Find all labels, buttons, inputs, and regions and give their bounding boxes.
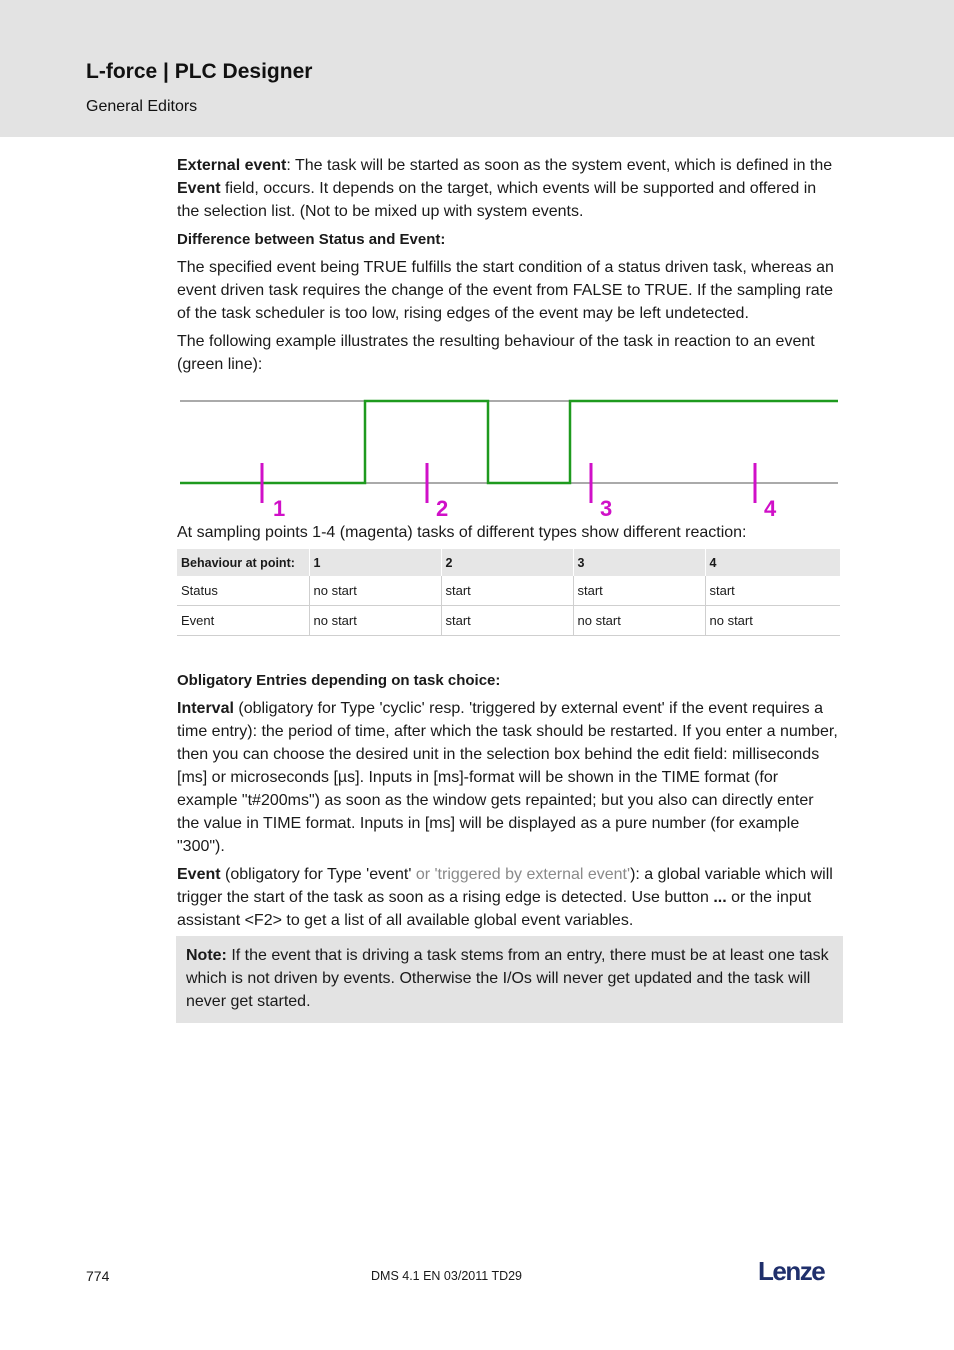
column-header: 1 (309, 549, 441, 576)
document-title: L-force | PLC Designer (86, 60, 313, 83)
event-field-term: Event (177, 180, 221, 197)
sampling-label-4: 4 (764, 496, 777, 521)
table-row (177, 606, 840, 636)
text-run: or the input assistant <F2> to get a list of all available global event variables. (177, 889, 812, 929)
behaviour-table (177, 549, 840, 636)
interval-term: Interval (177, 700, 234, 717)
sampling-label-1: 1 (273, 496, 286, 521)
event-term: Event (177, 866, 221, 883)
table-caption: At sampling points 1-4 (magenta) tasks of different types show different reaction: (177, 524, 747, 541)
sampling-label-2: 2 (436, 496, 449, 521)
external-event-paragraph (177, 154, 839, 223)
interval-paragraph (177, 697, 839, 858)
column-header: Behaviour at point: (177, 549, 309, 576)
external-event-term: External event (177, 157, 287, 174)
event-signal-line (180, 401, 838, 483)
obligatory-section (177, 669, 839, 937)
table-row (177, 576, 840, 606)
intro-section (177, 154, 839, 381)
lenze-logo-text: Lenze (758, 1258, 825, 1286)
gray-text-run: or 'triggered by external event' (415, 866, 631, 883)
document-id: DMS 4.1 EN 03/2011 TD29 (371, 1269, 523, 1283)
table-cell: Status (177, 576, 309, 606)
column-header: 4 (705, 549, 840, 576)
event-paragraph (177, 863, 839, 932)
page-number: 774 (86, 1268, 110, 1284)
sampling-label-3: 3 (600, 496, 613, 521)
chapter-title: General Editors (86, 98, 198, 115)
event-timing-diagram (176, 395, 841, 525)
table-cell: start (441, 576, 573, 606)
note-label: Note: (186, 947, 227, 964)
column-header: 3 (573, 549, 705, 576)
text-run: (obligatory for Type 'cyclic' resp. 'triggered by external event' if the event requires a time entry): the period of time, after which the task should be restarted. If you enter a number, then you can choose the desired unit in the selection box behind the edit field: milliseconds [ms] or microseconds [µs]. Inputs in [ms]-format will be shown in the TIME format (for example "t#200ms") as soon as the window gets repainted; but you also can directly enter the value in TIME format. Inputs in [ms] will be displayed as a pure number (for example "300"). (177, 700, 838, 855)
text-run: : The task will be started as soon as the system event, which is defined in the (286, 157, 833, 174)
table-cell: start (441, 606, 573, 636)
table-cell: no start (309, 576, 441, 606)
note-box (176, 936, 843, 1023)
table-cell: start (573, 576, 705, 606)
text-run: (obligatory for Type 'event' (220, 866, 416, 883)
table-cell: no start (705, 606, 840, 636)
column-header: 2 (441, 549, 573, 576)
difference-paragraph: The specified event being TRUE fulfills the start condition of a status driven task, whereas an event driven task requires the change of the event from FALSE to TRUE. If the sampling rate of the task scheduler is too low, rising edges of the event may be left undetected. (177, 259, 834, 322)
table-header-row (177, 549, 840, 576)
difference-heading: Difference between Status and Event: (177, 231, 446, 248)
text-run: field, occurs. It depends on the target, which events will be supported and offered in the selection list. (Not to be mixed up with system events. (177, 180, 817, 220)
page-header (0, 0, 954, 137)
obligatory-heading: Obligatory Entries depending on task choice: (177, 672, 501, 689)
table-cell: no start (309, 606, 441, 636)
text-run: ): a global variable which will trigger the start of the task as soon as a rising edge is detected. Use button (177, 866, 833, 906)
table-cell: start (705, 576, 840, 606)
table-cell: Event (177, 606, 309, 636)
ellipsis-button-reference: ... (713, 889, 727, 906)
example-paragraph: The following example illustrates the resulting behaviour of the task in reaction to an event (green line): (177, 333, 815, 373)
note-text: If the event that is driving a task stems from an entry, there must be at least one task which is not driven by events. Otherwise the I/Os will never get updated and the task will never get started. (186, 947, 829, 1010)
lenze-logo (758, 1258, 840, 1286)
table-cell: no start (573, 606, 705, 636)
